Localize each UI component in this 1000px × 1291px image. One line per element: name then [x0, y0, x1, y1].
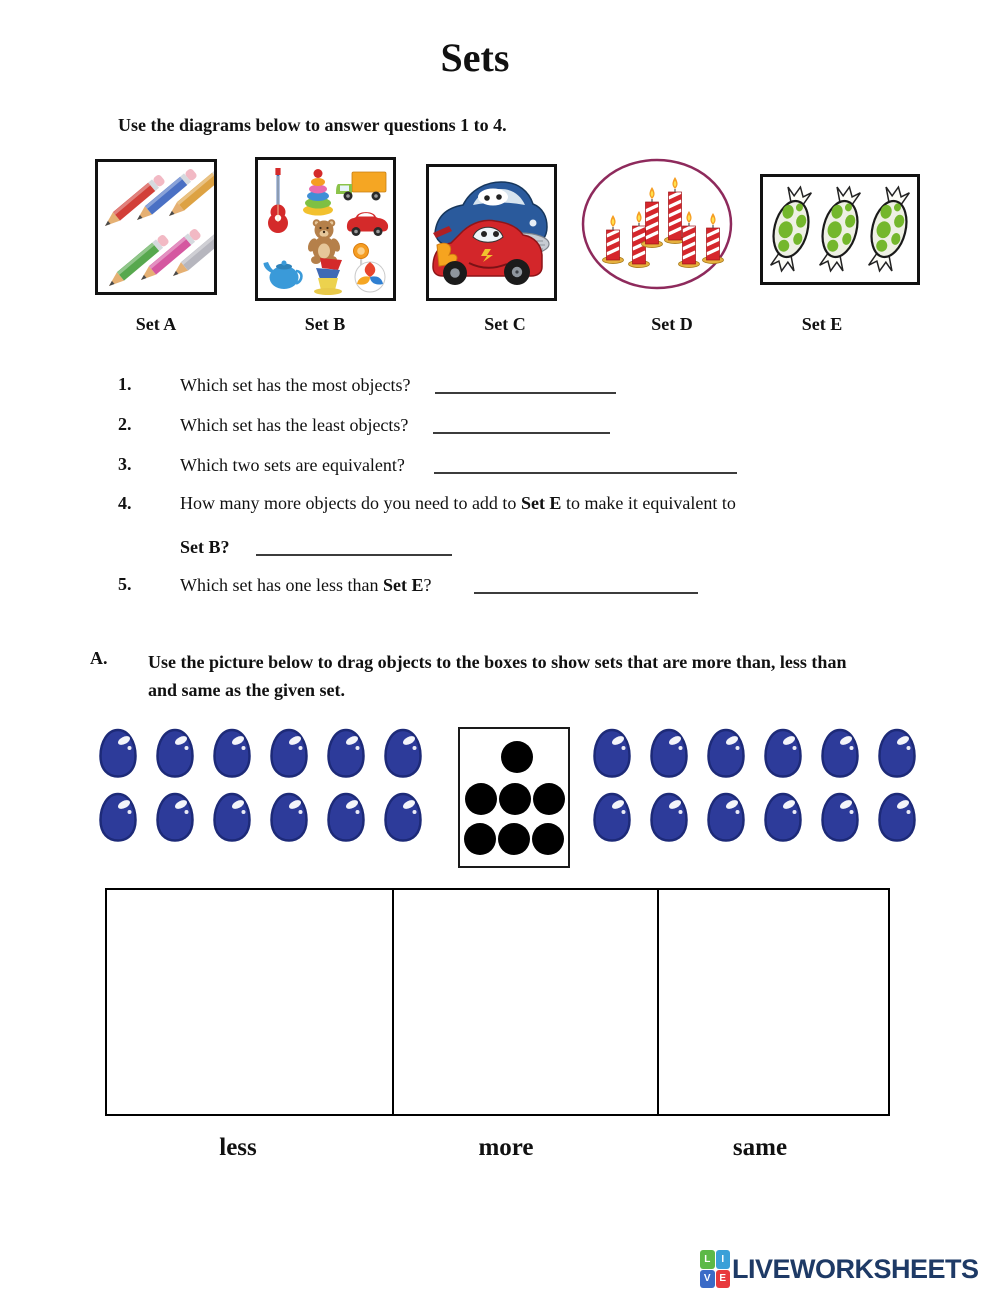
egg[interactable]	[210, 791, 254, 843]
question-5-number: 5.	[118, 574, 132, 594]
egg[interactable]	[761, 791, 805, 843]
dot	[532, 823, 564, 855]
section-a-text: Use the picture below to drag objects to the boxes to show sets that are more than, less than and same as the given set.	[148, 652, 847, 700]
toys-image	[258, 160, 393, 298]
drop-boxes-row	[105, 888, 890, 1116]
egg-icon	[267, 727, 311, 779]
logo-square-e: E	[716, 1270, 731, 1289]
egg-group-left	[96, 727, 425, 843]
egg[interactable]	[818, 727, 862, 779]
egg-icon	[324, 791, 368, 843]
question-4-bold-set-b: Set B?	[180, 537, 230, 557]
label-more: more	[478, 1134, 534, 1161]
candies-image	[763, 177, 917, 282]
egg-icon	[704, 791, 748, 843]
egg[interactable]	[324, 727, 368, 779]
egg[interactable]	[153, 791, 197, 843]
logo-square-v: V	[700, 1270, 715, 1289]
egg[interactable]	[96, 727, 140, 779]
logo-grid-icon	[700, 1250, 730, 1288]
question-5-bold-set-e: Set E	[382, 575, 424, 595]
set-a-label: Set A	[135, 314, 177, 334]
drop-box-same[interactable]	[657, 888, 890, 1116]
answer-blank-3[interactable]	[434, 457, 737, 474]
egg-icon	[96, 727, 140, 779]
egg-icon	[704, 727, 748, 779]
question-2	[180, 414, 610, 436]
set-b-image	[255, 157, 396, 301]
egg[interactable]	[153, 727, 197, 779]
egg[interactable]	[267, 727, 311, 779]
question-4-line1	[180, 493, 736, 514]
intro-text: Use the diagrams below to answer questions 1 to 4.	[118, 115, 507, 135]
question-3-number: 3.	[118, 454, 132, 474]
egg[interactable]	[647, 791, 691, 843]
question-2-number: 2.	[118, 414, 132, 434]
set-d-image	[580, 156, 735, 294]
answer-blank-2[interactable]	[433, 417, 610, 434]
egg-icon	[590, 791, 634, 843]
egg-icon	[647, 727, 691, 779]
liveworksheets-logo[interactable]	[700, 1250, 979, 1288]
candy-icon	[765, 183, 818, 274]
egg-icon	[875, 791, 919, 843]
egg-icon	[381, 727, 425, 779]
ring-pyramid-icon	[303, 169, 333, 216]
question-1-text: Which set has the most objects?	[180, 375, 411, 395]
egg-icon	[590, 727, 634, 779]
egg[interactable]	[96, 791, 140, 843]
logo-text: LIVEWORKSHEETS	[732, 1253, 979, 1284]
egg[interactable]	[875, 727, 919, 779]
set-a-image	[95, 159, 217, 295]
question-5-text-pre: Which set has one less than	[180, 575, 383, 595]
egg-group-right	[590, 727, 919, 843]
question-3-text: Which two sets are equivalent?	[180, 455, 405, 475]
question-4-text-pre: How many more objects do you need to add to	[180, 493, 521, 513]
egg[interactable]	[381, 727, 425, 779]
egg-icon	[153, 791, 197, 843]
egg[interactable]	[324, 791, 368, 843]
egg-icon	[96, 791, 140, 843]
question-1	[180, 374, 616, 396]
egg-icon	[210, 791, 254, 843]
question-5	[180, 574, 698, 596]
candy-icon	[814, 183, 867, 274]
section-a-number: A.	[90, 648, 108, 668]
egg[interactable]	[704, 791, 748, 843]
egg[interactable]	[210, 727, 254, 779]
label-same: same	[732, 1134, 788, 1161]
egg-icon	[647, 791, 691, 843]
egg[interactable]	[267, 791, 311, 843]
dots-card	[458, 727, 570, 868]
question-4-number: 4.	[118, 493, 132, 513]
egg[interactable]	[818, 791, 862, 843]
set-d-label: Set D	[651, 314, 693, 334]
set-e-label: Set E	[801, 314, 843, 334]
egg-icon	[381, 791, 425, 843]
egg-icon	[818, 727, 862, 779]
label-less: less	[219, 1134, 257, 1161]
question-4-bold-set-e: Set E	[520, 493, 562, 513]
egg-icon	[818, 791, 862, 843]
drop-box-more[interactable]	[392, 888, 659, 1116]
question-2-text: Which set has the least objects?	[180, 415, 409, 435]
drop-box-less[interactable]	[105, 888, 394, 1116]
answer-blank-5[interactable]	[474, 577, 698, 594]
page-title: Sets	[440, 35, 510, 80]
egg[interactable]	[590, 727, 634, 779]
egg[interactable]	[704, 727, 748, 779]
dots-image	[460, 729, 568, 866]
dot	[501, 741, 533, 773]
guitar-icon	[268, 168, 288, 233]
answer-blank-1[interactable]	[435, 377, 616, 394]
toy-car-icon	[347, 212, 388, 236]
pencils-image	[98, 162, 214, 292]
set-b-label: Set B	[304, 314, 346, 334]
dot	[499, 783, 531, 815]
candy-icon	[863, 183, 916, 274]
set-c-image	[426, 164, 557, 301]
egg-icon	[875, 727, 919, 779]
egg[interactable]	[875, 791, 919, 843]
truck-icon	[336, 172, 386, 201]
answer-blank-4[interactable]	[256, 539, 452, 556]
egg[interactable]	[381, 791, 425, 843]
cars-image	[429, 167, 554, 298]
question-4-line2	[180, 536, 452, 558]
question-3	[180, 454, 737, 476]
question-5-text-post: ?	[423, 575, 432, 595]
egg-icon	[761, 791, 805, 843]
question-4-text-post: to make it equivalent to	[561, 493, 736, 513]
egg-icon	[324, 727, 368, 779]
dot	[498, 823, 530, 855]
question-1-number: 1.	[118, 374, 132, 394]
set-c-label: Set C	[484, 314, 526, 334]
dot	[465, 783, 497, 815]
egg-icon	[267, 791, 311, 843]
beach-ball-icon	[355, 262, 385, 292]
dot	[533, 783, 565, 815]
candles-image	[580, 156, 735, 294]
egg-icon	[153, 727, 197, 779]
egg[interactable]	[761, 727, 805, 779]
teddy-bear-icon	[306, 219, 342, 264]
egg[interactable]	[590, 791, 634, 843]
egg[interactable]	[647, 727, 691, 779]
egg-icon	[210, 727, 254, 779]
egg-icon	[761, 727, 805, 779]
logo-square-i: I	[716, 1250, 731, 1269]
teapot-icon	[264, 261, 302, 290]
logo-square-l: L	[700, 1250, 715, 1269]
dot	[464, 823, 496, 855]
set-e-image	[760, 174, 920, 285]
